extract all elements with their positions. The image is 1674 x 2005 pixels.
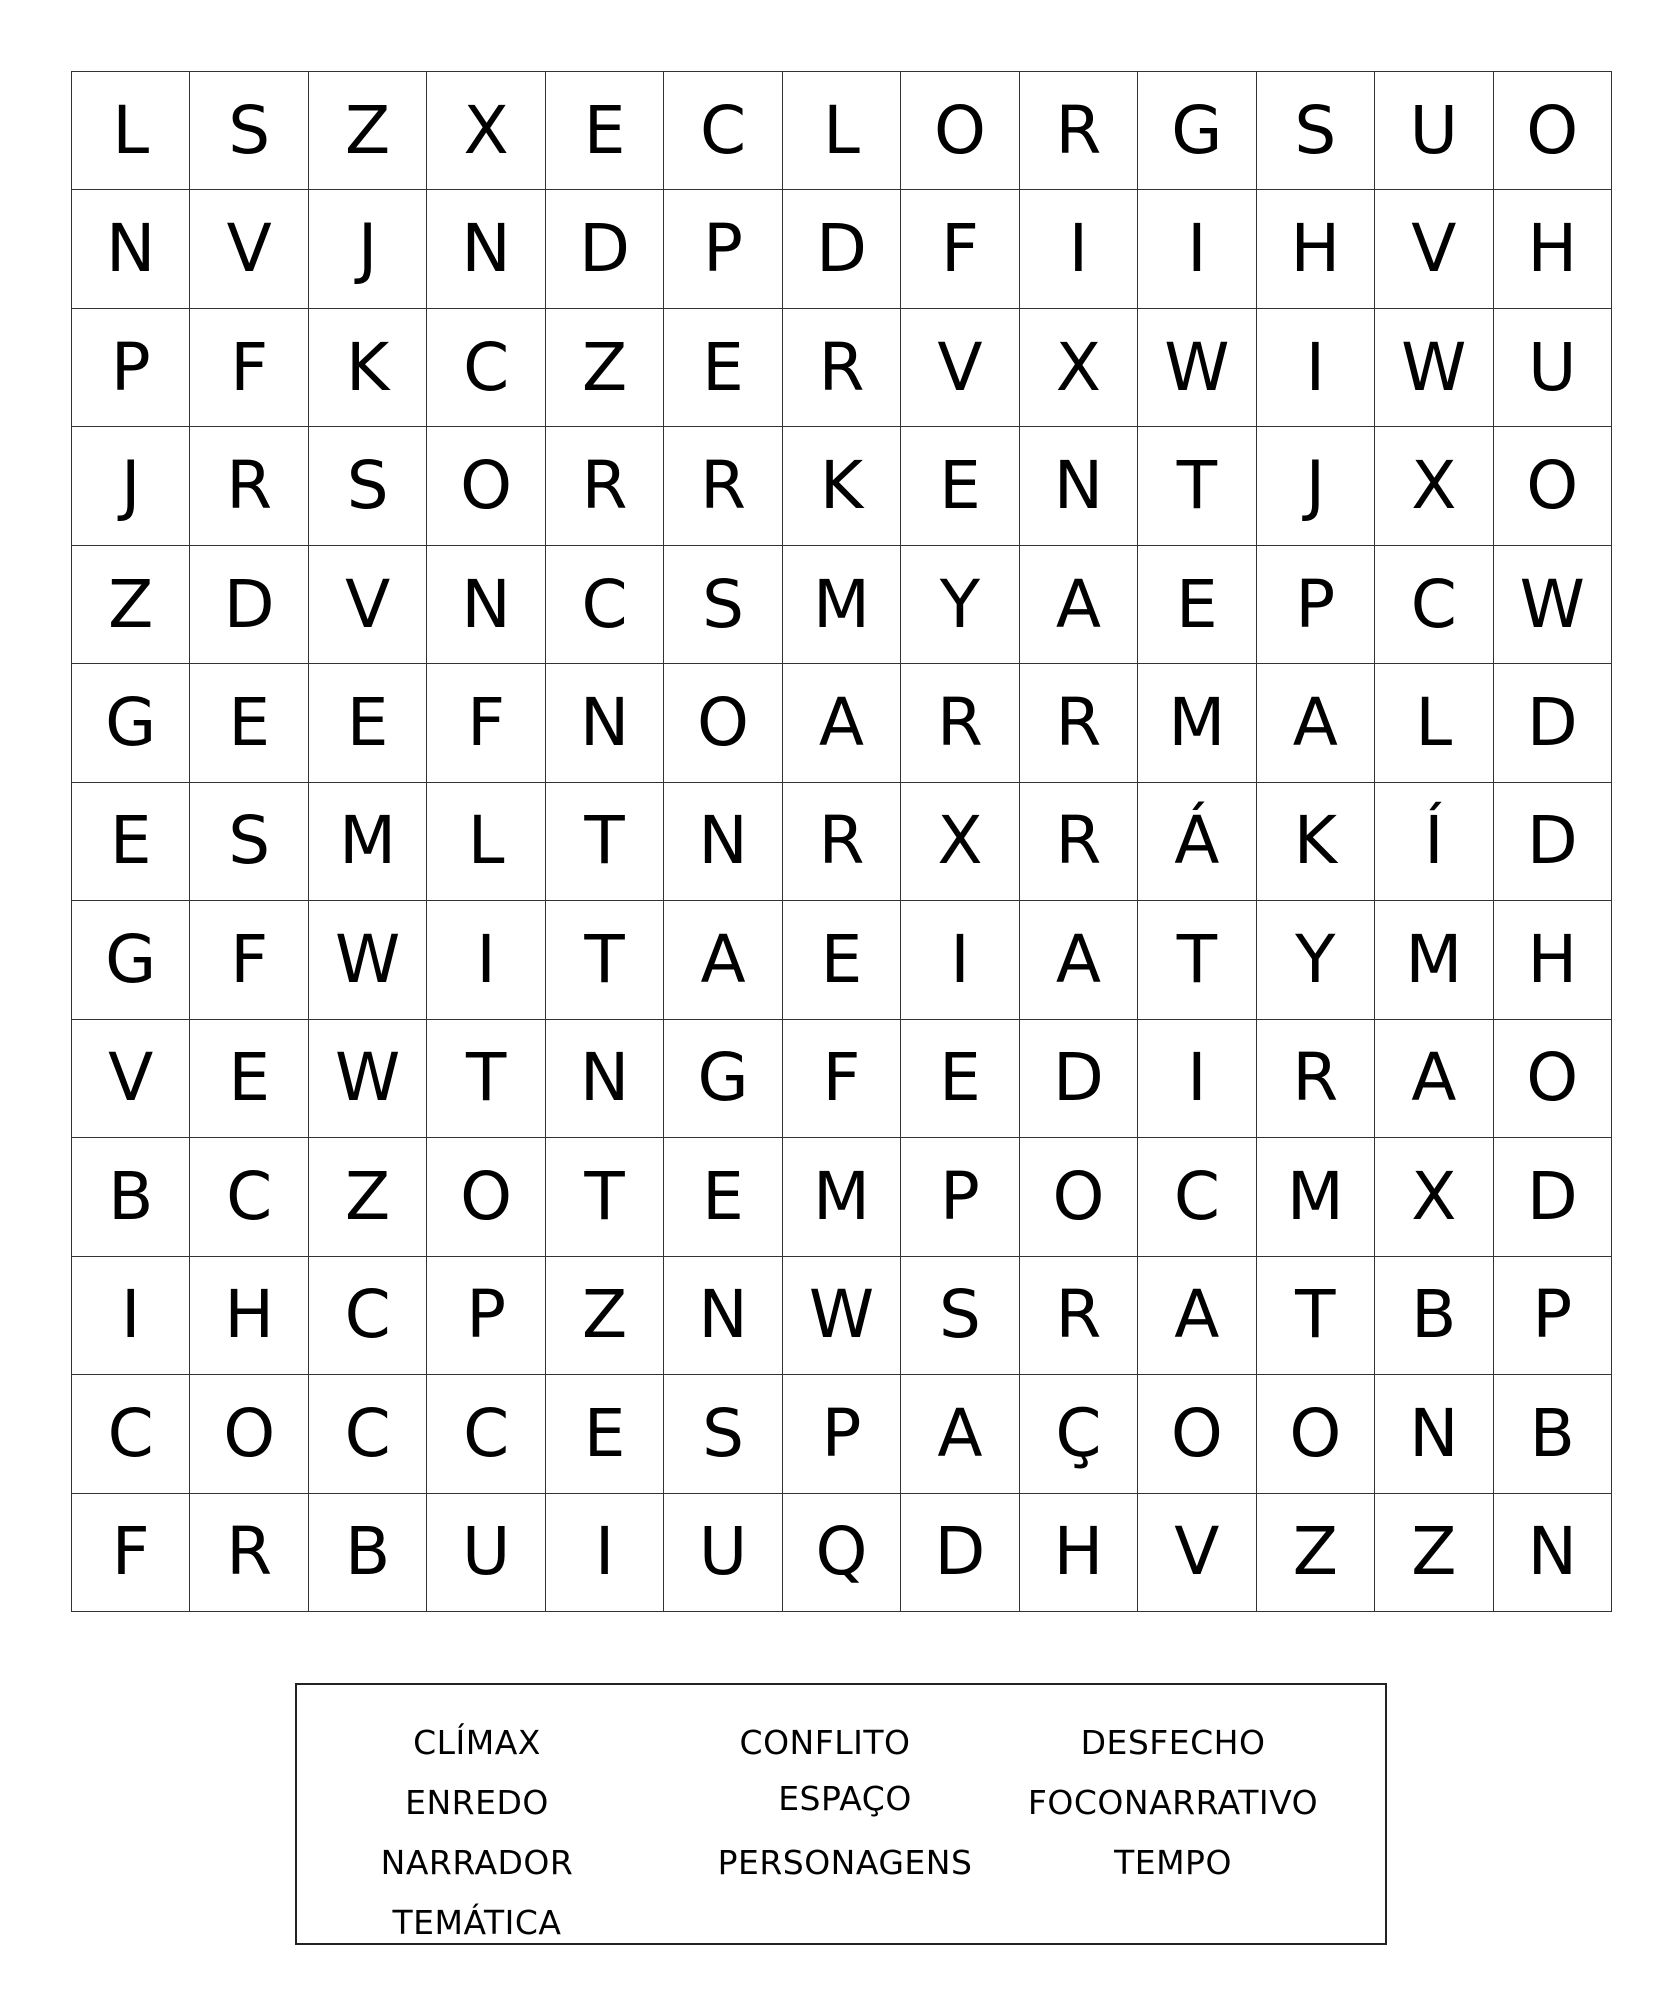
grid-cell[interactable]: R	[783, 309, 901, 427]
grid-cell[interactable]: O	[190, 1375, 308, 1493]
grid-cell[interactable]: D	[1020, 1020, 1138, 1138]
grid-cell[interactable]: Z	[546, 309, 664, 427]
grid-cell[interactable]: O	[1494, 427, 1612, 545]
grid-cell[interactable]: Í	[1375, 783, 1493, 901]
word-list-item: ESPAÇO	[778, 1779, 912, 1818]
grid-cell[interactable]: F	[901, 190, 1019, 308]
grid-cell[interactable]: O	[664, 664, 782, 782]
grid-cell[interactable]: A	[1375, 1020, 1493, 1138]
grid-cell[interactable]: C	[1375, 546, 1493, 664]
grid-cell[interactable]: Y	[1257, 901, 1375, 1019]
grid-cell[interactable]: O	[1494, 1020, 1612, 1138]
grid-cell[interactable]: X	[427, 72, 545, 190]
grid-cell[interactable]: A	[783, 664, 901, 782]
grid-cell[interactable]: J	[72, 427, 190, 545]
grid-cell[interactable]: I	[427, 901, 545, 1019]
grid-cell[interactable]: Q	[783, 1494, 901, 1612]
grid-cell[interactable]: Á	[1138, 783, 1256, 901]
grid-cell[interactable]: H	[1494, 901, 1612, 1019]
grid-cell[interactable]: A	[1020, 901, 1138, 1019]
grid-cell[interactable]: I	[1020, 190, 1138, 308]
grid-cell[interactable]: R	[1020, 664, 1138, 782]
grid-cell[interactable]: L	[783, 72, 901, 190]
grid-cell[interactable]: E	[901, 427, 1019, 545]
grid-cell[interactable]: G	[1138, 72, 1256, 190]
grid-cell[interactable]: D	[783, 190, 901, 308]
grid-cell[interactable]: D	[1494, 783, 1612, 901]
grid-cell[interactable]: D	[546, 190, 664, 308]
grid-cell[interactable]: E	[546, 72, 664, 190]
grid-cell[interactable]: O	[427, 1138, 545, 1256]
grid-cell[interactable]: O	[1494, 72, 1612, 190]
grid-cell[interactable]: F	[190, 901, 308, 1019]
grid-cell[interactable]: E	[190, 664, 308, 782]
word-list-item: PERSONAGENS	[717, 1843, 973, 1882]
grid-cell[interactable]: A	[1257, 664, 1375, 782]
grid-cell[interactable]: N	[1375, 1375, 1493, 1493]
grid-cell[interactable]: M	[1375, 901, 1493, 1019]
grid-cell[interactable]: E	[783, 901, 901, 1019]
grid-cell[interactable]: R	[190, 427, 308, 545]
word-list-item: DESFECHO	[1080, 1723, 1266, 1762]
grid-cell[interactable]: M	[783, 1138, 901, 1256]
grid-cell[interactable]: Z	[309, 1138, 427, 1256]
grid-cell[interactable]: B	[72, 1138, 190, 1256]
grid-cell[interactable]: R	[1020, 1257, 1138, 1375]
grid-cell[interactable]: D	[1494, 664, 1612, 782]
grid-cell[interactable]: R	[546, 427, 664, 545]
grid-cell[interactable]: V	[190, 190, 308, 308]
grid-cell[interactable]: N	[72, 190, 190, 308]
word-list-item: TEMPO	[1114, 1843, 1232, 1882]
grid-cell[interactable]: G	[72, 664, 190, 782]
grid-cell[interactable]: S	[190, 783, 308, 901]
grid-cell[interactable]: V	[309, 546, 427, 664]
grid-cell[interactable]: Z	[309, 72, 427, 190]
grid-cell[interactable]: I	[1138, 1020, 1256, 1138]
grid-cell[interactable]: N	[664, 783, 782, 901]
grid-cell[interactable]: D	[1494, 1138, 1612, 1256]
grid-cell[interactable]: S	[309, 427, 427, 545]
grid-cell[interactable]: S	[190, 72, 308, 190]
grid-cell[interactable]: X	[1020, 309, 1138, 427]
grid-cell[interactable]: N	[1020, 427, 1138, 545]
grid-cell[interactable]: S	[901, 1257, 1019, 1375]
grid-cell[interactable]: E	[546, 1375, 664, 1493]
grid-cell[interactable]: D	[190, 546, 308, 664]
grid-cell[interactable]: O	[1138, 1375, 1256, 1493]
grid-cell[interactable]: N	[546, 1020, 664, 1138]
grid-cell[interactable]: U	[1494, 309, 1612, 427]
grid-cell[interactable]: P	[1494, 1257, 1612, 1375]
grid-cell[interactable]: V	[72, 1020, 190, 1138]
word-list-item: ENREDO	[405, 1783, 549, 1822]
grid-cell[interactable]: T	[546, 901, 664, 1019]
grid-cell[interactable]: P	[664, 190, 782, 308]
grid-cell[interactable]: W	[1375, 309, 1493, 427]
grid-cell[interactable]: I	[546, 1494, 664, 1612]
grid-cell[interactable]: A	[1020, 546, 1138, 664]
grid-cell[interactable]: R	[1020, 72, 1138, 190]
grid-cell[interactable]: E	[309, 664, 427, 782]
grid-cell[interactable]: W	[1138, 309, 1256, 427]
grid-cell[interactable]: U	[427, 1494, 545, 1612]
grid-cell[interactable]: F	[190, 309, 308, 427]
grid-cell[interactable]: P	[901, 1138, 1019, 1256]
grid-cell[interactable]: J	[309, 190, 427, 308]
grid-cell[interactable]: H	[1494, 190, 1612, 308]
grid-cell[interactable]: O	[1257, 1375, 1375, 1493]
grid-cell[interactable]: T	[1138, 901, 1256, 1019]
grid-cell[interactable]: K	[1257, 783, 1375, 901]
grid-cell[interactable]: L	[72, 72, 190, 190]
word-list-item: FOCONARRATIVO	[1027, 1783, 1319, 1822]
grid-cell[interactable]: T	[546, 783, 664, 901]
grid-cell[interactable]: C	[427, 1375, 545, 1493]
grid-cell[interactable]: P	[72, 309, 190, 427]
grid-cell[interactable]: I	[1257, 309, 1375, 427]
grid-cell[interactable]: X	[901, 783, 1019, 901]
grid-cell[interactable]: H	[1257, 190, 1375, 308]
grid-cell[interactable]: Y	[901, 546, 1019, 664]
grid-cell[interactable]: B	[1494, 1375, 1612, 1493]
grid-cell[interactable]: A	[664, 901, 782, 1019]
grid-cell[interactable]: F	[72, 1494, 190, 1612]
grid-cell[interactable]: A	[1138, 1257, 1256, 1375]
grid-cell[interactable]: E	[901, 1020, 1019, 1138]
grid-cell[interactable]: N	[427, 546, 545, 664]
grid-cell[interactable]: E	[664, 1138, 782, 1256]
grid-cell[interactable]: H	[1020, 1494, 1138, 1612]
grid-cell[interactable]: Z	[1257, 1494, 1375, 1612]
word-list-item: NARRADOR	[380, 1843, 574, 1882]
grid-cell[interactable]: P	[783, 1375, 901, 1493]
word-list-item: CONFLITO	[739, 1723, 911, 1762]
word-list-item: CLÍMAX	[413, 1723, 541, 1762]
grid-cell[interactable]: C	[190, 1138, 308, 1256]
grid-cell[interactable]: Z	[546, 1257, 664, 1375]
grid-cell[interactable]: B	[309, 1494, 427, 1612]
grid-cell[interactable]: A	[901, 1375, 1019, 1493]
word-list-item: TEMÁTICA	[392, 1903, 562, 1942]
grid-cell[interactable]: D	[901, 1494, 1019, 1612]
grid-cell[interactable]: C	[664, 72, 782, 190]
word-list-box	[295, 1683, 1387, 1945]
grid-cell[interactable]: R	[783, 783, 901, 901]
grid-cell[interactable]: E	[190, 1020, 308, 1138]
grid-cell[interactable]: N	[1494, 1494, 1612, 1612]
grid-cell[interactable]: Z	[72, 546, 190, 664]
grid-cell[interactable]: U	[664, 1494, 782, 1612]
grid-cell[interactable]: X	[1375, 1138, 1493, 1256]
grid-cell[interactable]: W	[309, 1020, 427, 1138]
grid-cell[interactable]: C	[72, 1375, 190, 1493]
grid-cell[interactable]: V	[901, 309, 1019, 427]
grid-cell[interactable]: Z	[1375, 1494, 1493, 1612]
grid-cell[interactable]: V	[1375, 190, 1493, 308]
grid-cell[interactable]: F	[783, 1020, 901, 1138]
grid-cell[interactable]: U	[1375, 72, 1493, 190]
grid-cell[interactable]: T	[1257, 1257, 1375, 1375]
grid-cell[interactable]: G	[664, 1020, 782, 1138]
grid-cell[interactable]: S	[1257, 72, 1375, 190]
grid-cell[interactable]: N	[546, 664, 664, 782]
grid-cell[interactable]: S	[664, 1375, 782, 1493]
grid-cell[interactable]: M	[309, 783, 427, 901]
grid-cell[interactable]: N	[427, 190, 545, 308]
grid-cell[interactable]: H	[190, 1257, 308, 1375]
grid-cell[interactable]: V	[1138, 1494, 1256, 1612]
grid-cell[interactable]: O	[1020, 1138, 1138, 1256]
grid-cell[interactable]: I	[1138, 190, 1256, 308]
grid-cell[interactable]: C	[546, 546, 664, 664]
grid-cell[interactable]: F	[427, 664, 545, 782]
grid-cell[interactable]: M	[1257, 1138, 1375, 1256]
grid-cell[interactable]: L	[1375, 664, 1493, 782]
grid-cell[interactable]: O	[901, 72, 1019, 190]
grid-cell[interactable]: C	[427, 309, 545, 427]
grid-cell[interactable]: R	[1257, 1020, 1375, 1138]
grid-cell[interactable]: R	[664, 427, 782, 545]
grid-cell[interactable]: O	[427, 427, 545, 545]
grid-cell[interactable]: W	[1494, 546, 1612, 664]
grid-cell[interactable]: G	[72, 901, 190, 1019]
grid-cell[interactable]: P	[427, 1257, 545, 1375]
grid-cell[interactable]: T	[1138, 427, 1256, 545]
grid-cell[interactable]: K	[309, 309, 427, 427]
grid-cell[interactable]: R	[1020, 783, 1138, 901]
grid-cell[interactable]: I	[901, 901, 1019, 1019]
grid-cell[interactable]: T	[546, 1138, 664, 1256]
grid-cell[interactable]: C	[309, 1375, 427, 1493]
letter-grid	[71, 71, 1612, 1612]
grid-cell[interactable]: B	[1375, 1257, 1493, 1375]
grid-cell[interactable]: L	[427, 783, 545, 901]
grid-cell[interactable]: M	[1138, 664, 1256, 782]
grid-cell[interactable]: I	[72, 1257, 190, 1375]
grid-cell[interactable]: Ç	[1020, 1375, 1138, 1493]
grid-cell[interactable]: W	[783, 1257, 901, 1375]
grid-cell[interactable]: E	[72, 783, 190, 901]
grid-cell[interactable]: C	[1138, 1138, 1256, 1256]
grid-cell[interactable]: T	[427, 1020, 545, 1138]
grid-cell[interactable]: C	[309, 1257, 427, 1375]
grid-cell[interactable]: M	[783, 546, 901, 664]
grid-cell[interactable]: J	[1257, 427, 1375, 545]
grid-cell[interactable]: E	[664, 309, 782, 427]
grid-cell[interactable]: N	[664, 1257, 782, 1375]
grid-cell[interactable]: X	[1375, 427, 1493, 545]
grid-cell[interactable]: R	[901, 664, 1019, 782]
grid-cell[interactable]: W	[309, 901, 427, 1019]
grid-cell[interactable]: P	[1257, 546, 1375, 664]
grid-cell[interactable]: K	[783, 427, 901, 545]
grid-cell[interactable]: R	[190, 1494, 308, 1612]
grid-cell[interactable]: E	[1138, 546, 1256, 664]
grid-cell[interactable]: S	[664, 546, 782, 664]
